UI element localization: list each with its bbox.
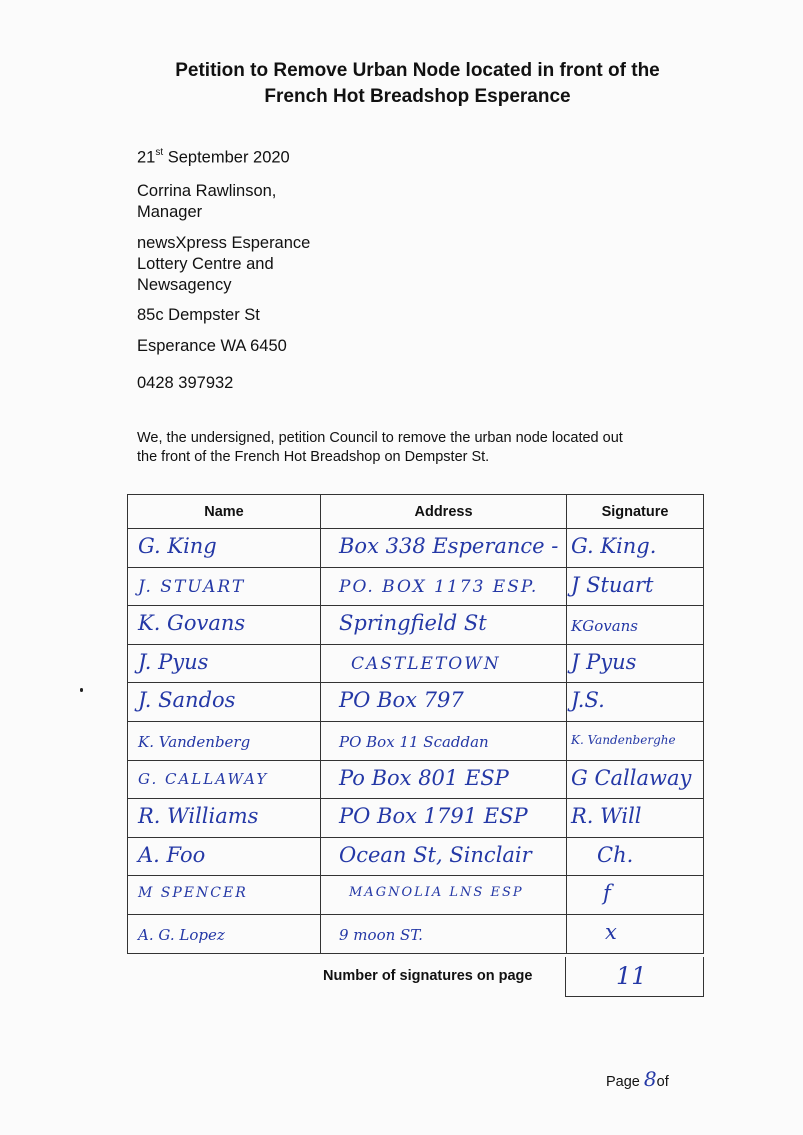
address-cell [321,683,567,722]
signature-table [127,494,704,954]
sender-name: Corrina Rawlinson, [137,182,277,200]
date-suffix: st [155,147,164,158]
handwritten-address: Po Box 801 ESP [339,765,509,790]
signature-cell [567,644,704,683]
name-cell [128,606,321,645]
street-address: 85c Dempster St [137,306,260,324]
handwritten-signature: f [603,881,611,906]
address-cell [321,760,567,799]
handwritten-signature: J Stuart [571,572,654,597]
table-row [128,683,704,722]
name-cell [128,760,321,799]
page-of-label: of [656,1074,669,1090]
phone-number: 0428 397932 [137,374,234,392]
signature-cell [567,799,704,838]
signature-cell [567,876,704,915]
page-label: Page [606,1074,640,1090]
handwritten-name: G. King [138,534,217,558]
handwritten-signature: K. Vandenberghe [571,732,676,747]
sender-role: Manager [137,203,203,221]
name-cell [128,799,321,838]
business-line-3: Newsagency [137,276,232,294]
signature-count-box [565,957,704,997]
table-row [128,644,704,683]
handwritten-signature: Ch. [597,842,634,867]
name-cell [128,721,321,760]
name-cell [128,876,321,915]
signature-count-label: Number of signatures on page [323,968,533,984]
table-row [128,721,704,760]
handwritten-signature: x [605,919,617,944]
signature-cell [567,914,704,953]
signature-count-value: 11 [616,962,647,990]
address-cell [321,837,567,876]
header-address: Address [321,495,567,529]
name-cell [128,644,321,683]
signature-cell [567,683,704,722]
address-cell [321,799,567,838]
handwritten-address: MAGNOLIA LNS ESP [349,885,524,901]
handwritten-address: Box 338 Esperance - [339,534,559,558]
address-cell [321,721,567,760]
address-cell [321,567,567,606]
address-cell [321,606,567,645]
signature-cell [567,721,704,760]
signature-cell [567,837,704,876]
handwritten-signature: KGovans [571,617,638,636]
petition-statement [137,429,697,467]
signature-cell [567,529,704,568]
signature-cell [567,760,704,799]
handwritten-address: 9 moon ST. [339,925,423,944]
title-line-1: Petition to Remove Urban Node located in front of the [175,60,660,81]
handwritten-address: Springfield St [339,611,487,636]
handwritten-name: J. Sandos [138,688,236,713]
handwritten-name: K. Vandenberg [138,732,251,751]
statement-line-2: the front of the French Hot Breadshop on Dempster St. [137,449,490,465]
handwritten-name: M SPENCER [138,885,248,902]
handwritten-address: PO Box 1791 ESP [339,804,528,829]
handwritten-name: K. Govans [138,611,246,636]
date-rest: September 2020 [163,148,290,167]
business-line-1: newsXpress Esperance [137,234,311,252]
handwritten-address: PO Box 797 [339,688,464,713]
table-row [128,914,704,953]
date [137,143,290,169]
scan-artifact-dot [80,688,83,692]
name-cell [128,683,321,722]
page-number-value: 8 [643,1067,657,1091]
header-name: Name [128,495,321,529]
name-cell [128,567,321,606]
address-cell [321,529,567,568]
signature-cell [567,606,704,645]
handwritten-signature: J.S. [571,688,605,713]
handwritten-signature: G Callaway [571,765,692,790]
handwritten-address: PO Box 11 Scaddan [339,732,489,751]
petition-title [0,58,803,110]
handwritten-address: PO. BOX 1173 ESP. [339,576,539,597]
table-row [128,876,704,915]
name-cell [128,837,321,876]
handwritten-address: CASTLETOWN [351,653,501,674]
handwritten-signature: R. Will [571,804,642,829]
statement-line-1: We, the undersigned, petition Council to remove the urban node located out [137,430,623,446]
table-row [128,837,704,876]
handwritten-name: G. CALLAWAY [138,769,269,788]
business-line-2: Lottery Centre and [137,255,274,273]
table-row [128,567,704,606]
table-row [128,606,704,645]
name-cell [128,529,321,568]
date-day: 21 [137,148,156,167]
title-line-2: French Hot Breadshop Esperance [264,86,571,107]
signature-cell [567,567,704,606]
handwritten-address: Ocean St, Sinclair [339,842,532,867]
address-cell [321,876,567,915]
table-row [128,799,704,838]
name-cell [128,914,321,953]
handwritten-name: R. Williams [138,804,259,829]
page-number [606,1067,669,1091]
table-row [128,529,704,568]
table-row [128,760,704,799]
table-header-row [128,495,704,529]
handwritten-name: A. Foo [138,842,206,867]
header-signature: Signature [567,495,704,529]
handwritten-signature: J Pyus [571,649,637,674]
address-cell [321,644,567,683]
address-cell [321,914,567,953]
handwritten-name: J. STUART [138,576,246,597]
handwritten-name: A. G. Lopez [138,925,225,944]
handwritten-name: J. Pyus [138,649,209,674]
town-address: Esperance WA 6450 [137,337,287,355]
handwritten-signature: G. King. [571,534,657,558]
